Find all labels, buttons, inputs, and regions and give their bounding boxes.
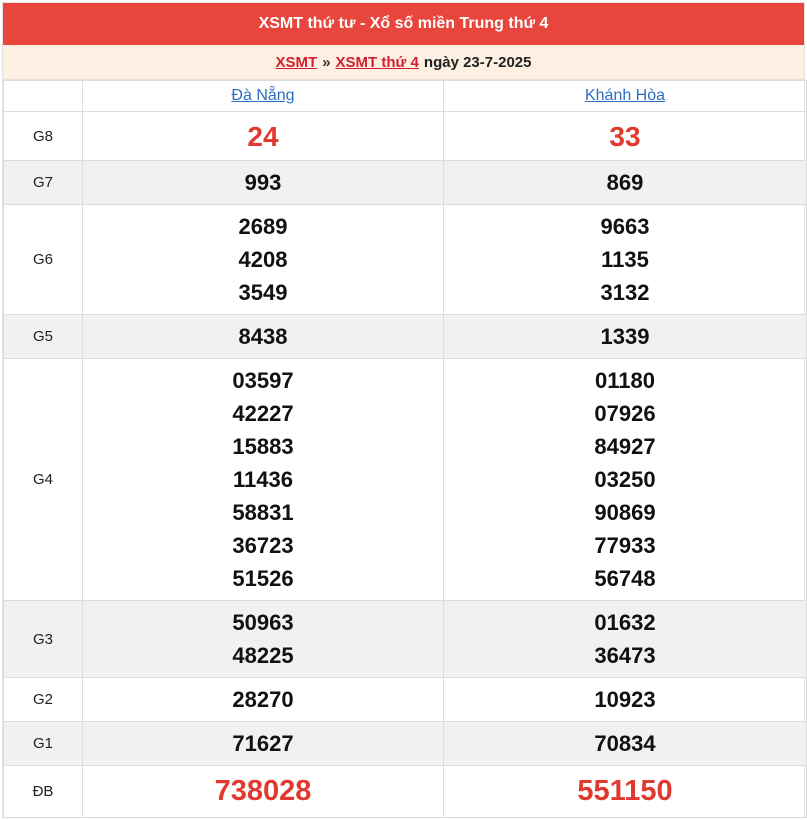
prize-row-g2 (4, 678, 807, 722)
prize-number: 07926 (594, 401, 656, 426)
prize-cell (83, 601, 444, 678)
prize-row-g8 (4, 112, 807, 161)
prize-number: 28270 (232, 687, 294, 712)
page-title: XSMT thứ tư - Xổ số miền Trung thứ 4 (3, 3, 804, 45)
province-link-khanh-hoa[interactable]: Khánh Hòa (584, 87, 666, 104)
prize-label: G2 (4, 678, 83, 722)
prize-number: 33 (609, 120, 641, 152)
prize-label: G5 (4, 315, 83, 359)
prize-cell (83, 722, 444, 766)
prize-row-g5 (4, 315, 807, 359)
prize-number: 11436 (233, 467, 293, 492)
prize-number: 84927 (594, 434, 656, 459)
breadcrumb-link-xsmt[interactable]: XSMT (275, 53, 318, 71)
prize-cell (444, 722, 807, 766)
prize-number: 03597 (232, 368, 294, 393)
prize-number: 3132 (600, 280, 650, 305)
prize-label: G7 (4, 161, 83, 205)
prize-number: 48225 (232, 643, 294, 668)
province-header-cell (83, 81, 444, 112)
prize-number: 8438 (238, 324, 288, 349)
prize-cell (83, 205, 444, 315)
prize-number: 01180 (595, 368, 655, 393)
prize-number: 42227 (232, 401, 294, 426)
prize-cell (444, 678, 807, 722)
prize-number: 1135 (601, 247, 649, 272)
province-link-da-nang[interactable]: Đà Nẵng (231, 87, 295, 104)
prize-cell (444, 161, 807, 205)
prize-cell (444, 315, 807, 359)
breadcrumb (3, 45, 804, 80)
prize-number: 15883 (232, 434, 294, 459)
prize-number: 56748 (594, 566, 656, 591)
prize-label: G3 (4, 601, 83, 678)
prize-number: 71627 (232, 731, 294, 756)
breadcrumb-link-xsmt-thu-4[interactable]: XSMT thứ 4 (335, 53, 419, 71)
prize-cell (83, 359, 444, 601)
prize-number: 01632 (594, 610, 656, 635)
prize-row-g6 (4, 205, 807, 315)
prize-cell (83, 678, 444, 722)
prize-row-g1 (4, 722, 807, 766)
prize-number: 36723 (232, 533, 294, 558)
prize-row-g7 (4, 161, 807, 205)
prize-row-g4 (4, 359, 807, 601)
prize-cell (83, 161, 444, 205)
prize-cell (444, 766, 807, 818)
prize-cell (83, 766, 444, 818)
results-panel (2, 2, 805, 818)
prize-cell (444, 359, 807, 601)
prize-cell (83, 112, 444, 161)
prize-cell (444, 112, 807, 161)
prize-number: 51526 (232, 566, 294, 591)
prize-number: 36473 (594, 643, 656, 668)
prize-number: 24 (247, 120, 279, 152)
prize-number: 869 (606, 170, 644, 195)
prize-number: 1339 (600, 324, 650, 349)
results-table (3, 80, 807, 818)
prize-number: 551150 (577, 775, 673, 807)
province-header-cell (444, 81, 807, 112)
prize-label: G6 (4, 205, 83, 315)
prize-cell (444, 205, 807, 315)
prize-number: 50963 (232, 610, 294, 635)
breadcrumb-date: ngày 23-7-2025 (423, 53, 532, 71)
prize-cell (83, 315, 444, 359)
prize-label: G4 (4, 359, 83, 601)
header-empty-cell (4, 81, 83, 112)
prize-number: 738028 (214, 775, 312, 807)
prize-number: 2689 (238, 214, 288, 239)
prize-number: 77933 (594, 533, 656, 558)
prize-cell (444, 601, 807, 678)
prize-row-đb (4, 766, 807, 818)
breadcrumb-separator: » (322, 53, 331, 71)
prize-number: 9663 (600, 214, 650, 239)
prize-label: ĐB (4, 766, 83, 818)
prize-number: 70834 (594, 731, 656, 756)
prize-label: G1 (4, 722, 83, 766)
prize-number: 90869 (594, 500, 656, 525)
prize-label: G8 (4, 112, 83, 161)
prize-number: 10923 (594, 687, 656, 712)
table-header-row (4, 81, 807, 112)
prize-number: 993 (244, 170, 282, 195)
prize-number: 58831 (232, 500, 294, 525)
prize-number: 03250 (594, 467, 656, 492)
prize-number: 3549 (238, 280, 288, 305)
prize-row-g3 (4, 601, 807, 678)
prize-number: 4208 (238, 247, 288, 272)
